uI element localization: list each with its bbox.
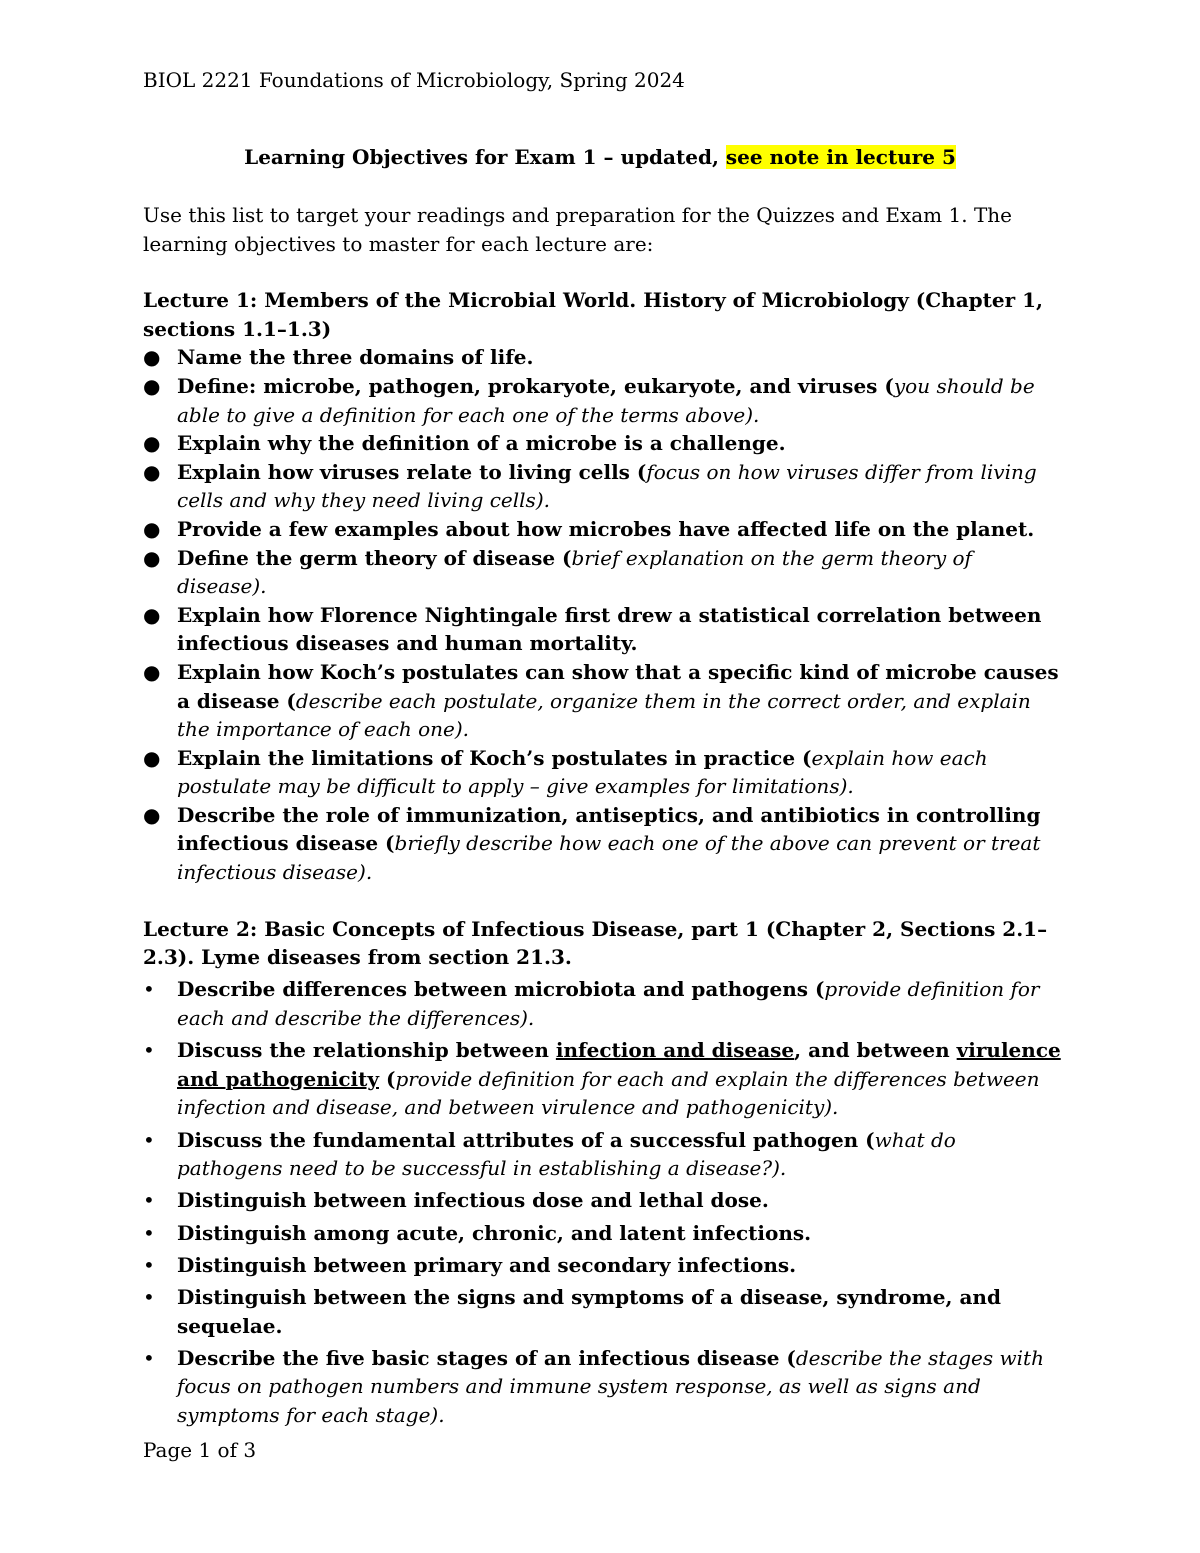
lecture-1-list bbox=[143, 343, 1063, 886]
list-item: • Distinguish between infectious dose and lethal dose. bbox=[143, 1188, 769, 1213]
list-item: ● Provide a few examples about how microbes have affected life on the planet. bbox=[143, 516, 1035, 541]
list-item: • Describe differences between microbiota and pathogens (provide definition for each and describe the differences). bbox=[143, 977, 1040, 1031]
list-item: ● Explain how viruses relate to living cells (focus on how viruses differ from living cells and why they need living cells). bbox=[143, 459, 1037, 513]
list-item: • Distinguish between the signs and symptoms of a disease, syndrome, and sequelae. bbox=[143, 1284, 1001, 1338]
list-item: ● Explain why the definition of a microbe is a challenge. bbox=[143, 431, 786, 456]
page-header: BIOL 2221 Foundations of Microbiology, Spring 2024 bbox=[143, 68, 685, 92]
lecture-1-heading: Lecture 1: Members of the Microbial World. History of Microbiology (Chapter 1, sections 1.1–1.3) bbox=[143, 288, 1043, 341]
list-item: • Distinguish among acute, chronic, and latent infections. bbox=[143, 1220, 812, 1245]
list-item: ● Explain the limitations of Koch’s postulates in practice (explain how each postulate may be difficult to apply – give examples for limitations). bbox=[143, 745, 988, 799]
list-item: ● Explain how Koch’s postulates can show that a specific kind of microbe causes a disease (describe each postulate, organize them in the correct order, and explain the importance of each one). bbox=[143, 659, 1059, 742]
lecture-2-heading: Lecture 2: Basic Concepts of Infectious Disease, part 1 (Chapter 2, Sections 2.1–2.3). Lyme diseases from section 21.3. bbox=[143, 916, 1048, 970]
list-item: ● Explain how Florence Nightingale first drew a statistical correlation between infectious diseases and human mortality. bbox=[143, 602, 1042, 656]
title-main: Learning Objectives for Exam 1 – updated, bbox=[244, 145, 726, 169]
document-body bbox=[143, 201, 1063, 1430]
underlined-term: virulence and pathogenicity bbox=[177, 1038, 1061, 1091]
underlined-term: infection and disease bbox=[555, 1038, 795, 1063]
list-item: • Discuss the fundamental attributes of a successful pathogen (what do pathogens need to be successful in establishing a disease?). bbox=[143, 1127, 956, 1181]
title-highlight: see note in lecture 5 bbox=[725, 145, 956, 169]
list-item: • Discuss the relationship between infection and disease, and between virulence and pathogenicity (provide definition for each and explain the differences between infection and disease, and between virulence and pathogenicity). bbox=[143, 1038, 1061, 1120]
intro-paragraph: Use this list to target your readings and preparation for the Quizzes and Exam 1. The learning objectives to master for each lecture are: bbox=[143, 203, 1013, 256]
document-title bbox=[0, 143, 1200, 171]
lecture-2-list bbox=[143, 975, 1063, 1429]
page-footer: Page 1 of 3 bbox=[143, 1438, 257, 1462]
list-item: ● Describe the role of immunization, antiseptics, and antibiotics in controlling infectious disease (briefly describe how each one of the above can prevent or treat infectious disease). bbox=[143, 802, 1041, 885]
list-item: ● Define the germ theory of disease (brief explanation on the germ theory of disease). bbox=[143, 545, 972, 599]
list-item: • Describe the five basic stages of an infectious disease (describe the stages with focus on pathogen numbers and immune system response, as well as signs and symptoms for each stage). bbox=[143, 1345, 1044, 1427]
list-item: • Distinguish between primary and secondary infections. bbox=[143, 1252, 797, 1277]
list-item: ● Define: microbe, pathogen, prokaryote, eukaryote, and viruses (you should be able to give a definition for each one of the terms above). bbox=[143, 373, 1035, 427]
list-item: ● Name the three domains of life. bbox=[143, 345, 534, 370]
